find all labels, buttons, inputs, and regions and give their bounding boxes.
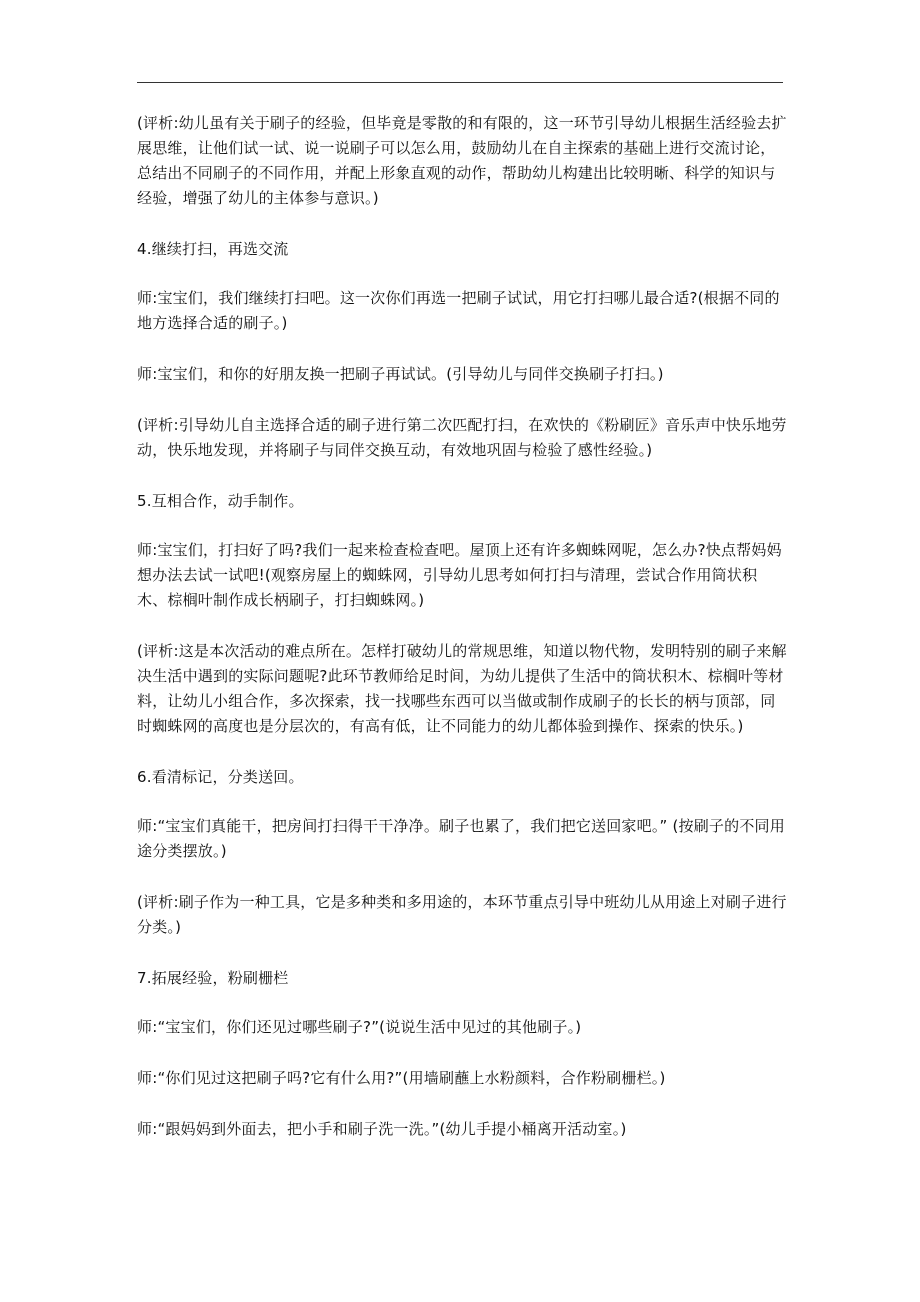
dialogue-paragraph-1: 师:宝宝们，我们继续打扫吧。这一次你们再选一把刷子试试，用它打扫哪儿最合适?(根据不同的地方选择合适的刷子。) <box>137 289 780 332</box>
dialogue-paragraph-2: 师:宝宝们，和你的好朋友换一把刷子再试试。(引导幼儿与同伴交换刷子打扫。) <box>137 365 664 383</box>
comment-paragraph-2: (评析:引导幼儿自主选择合适的刷子进行第二次匹配打扫，在欢快的《粉刷匠》音乐声中快乐地劳动，快乐地发现，并将刷子与同伴交换互动，有效地巩固与检验了感性经验。) <box>137 416 787 459</box>
dialogue-paragraph-5: 师:“宝宝们，你们还见过哪些刷子?”(说说生活中见过的其他刷子。) <box>137 1018 582 1036</box>
comment-paragraph-3: (评析:这是本次活动的难点所在。怎样打破幼儿的常规思维，知道以物代物，发明特别的刷子来解决生活中遇到的实际问题呢?此环节教师给足时间，为幼儿提供了生活中的筒状积木、棕榈叶等材料，让幼儿小组合作，多次探索，找一找哪些东西可以当做或制作成刷子的长长的柄与顶部，同时蜘蛛网的高度也是分层次的，有高有低，让不同能力的幼儿都体验到操作、探索的快乐。) <box>137 642 787 735</box>
document-body <box>137 111 787 1168</box>
comment-paragraph-1: (评析:幼儿虽有关于刷子的经验，但毕竟是零散的和有限的，这一环节引导幼儿根据生活经验去扩展思维，让他们试一试、说一说刷子可以怎么用，鼓励幼儿在自主探索的基础上进行交流讨论，总结出不同刷子的不同作用，并配上形象直观的动作，帮助幼儿构建出比较明晰、科学的知识与经验，增强了幼儿的主体参与意识。) <box>137 114 787 207</box>
dialogue-paragraph-3: 师:宝宝们，打扫好了吗?我们一起来检查检查吧。屋顶上还有许多蜘蛛网呢，怎么办?快点帮妈妈想办法去试一试吧!(观察房屋上的蜘蛛网，引导幼儿思考如何打扫与清理，尝试合作用筒状积木、棕榈叶制作成长柄刷子，打扫蜘蛛网。) <box>137 541 782 609</box>
dialogue-paragraph-4: 师:“宝宝们真能干，把房间打扫得干干净净。刷子也累了，我们把它送回家吧。” (按刷子的不同用途分类摆放。) <box>137 817 785 860</box>
header-rule <box>137 82 783 83</box>
section-heading-5: 5.互相合作，动手制作。 <box>137 492 304 510</box>
section-heading-7: 7.拓展经验，粉刷栅栏 <box>137 969 289 987</box>
comment-paragraph-4: (评析:刷子作为一种工具，它是多种类和多用途的，本环节重点引导中班幼儿从用途上对刷子进行分类。) <box>137 893 787 936</box>
section-heading-6: 6.看清标记，分类送回。 <box>137 768 304 786</box>
dialogue-paragraph-7: 师:“跟妈妈到外面去，把小手和刷子洗一洗。”(幼儿手提小桶离开活动室。) <box>137 1120 627 1138</box>
dialogue-paragraph-6: 师:“你们见过这把刷子吗?它有什么用?”(用墙刷蘸上水粉颜料，合作粉刷栅栏。) <box>137 1069 666 1087</box>
section-heading-4: 4.继续打扫，再选交流 <box>137 240 289 258</box>
